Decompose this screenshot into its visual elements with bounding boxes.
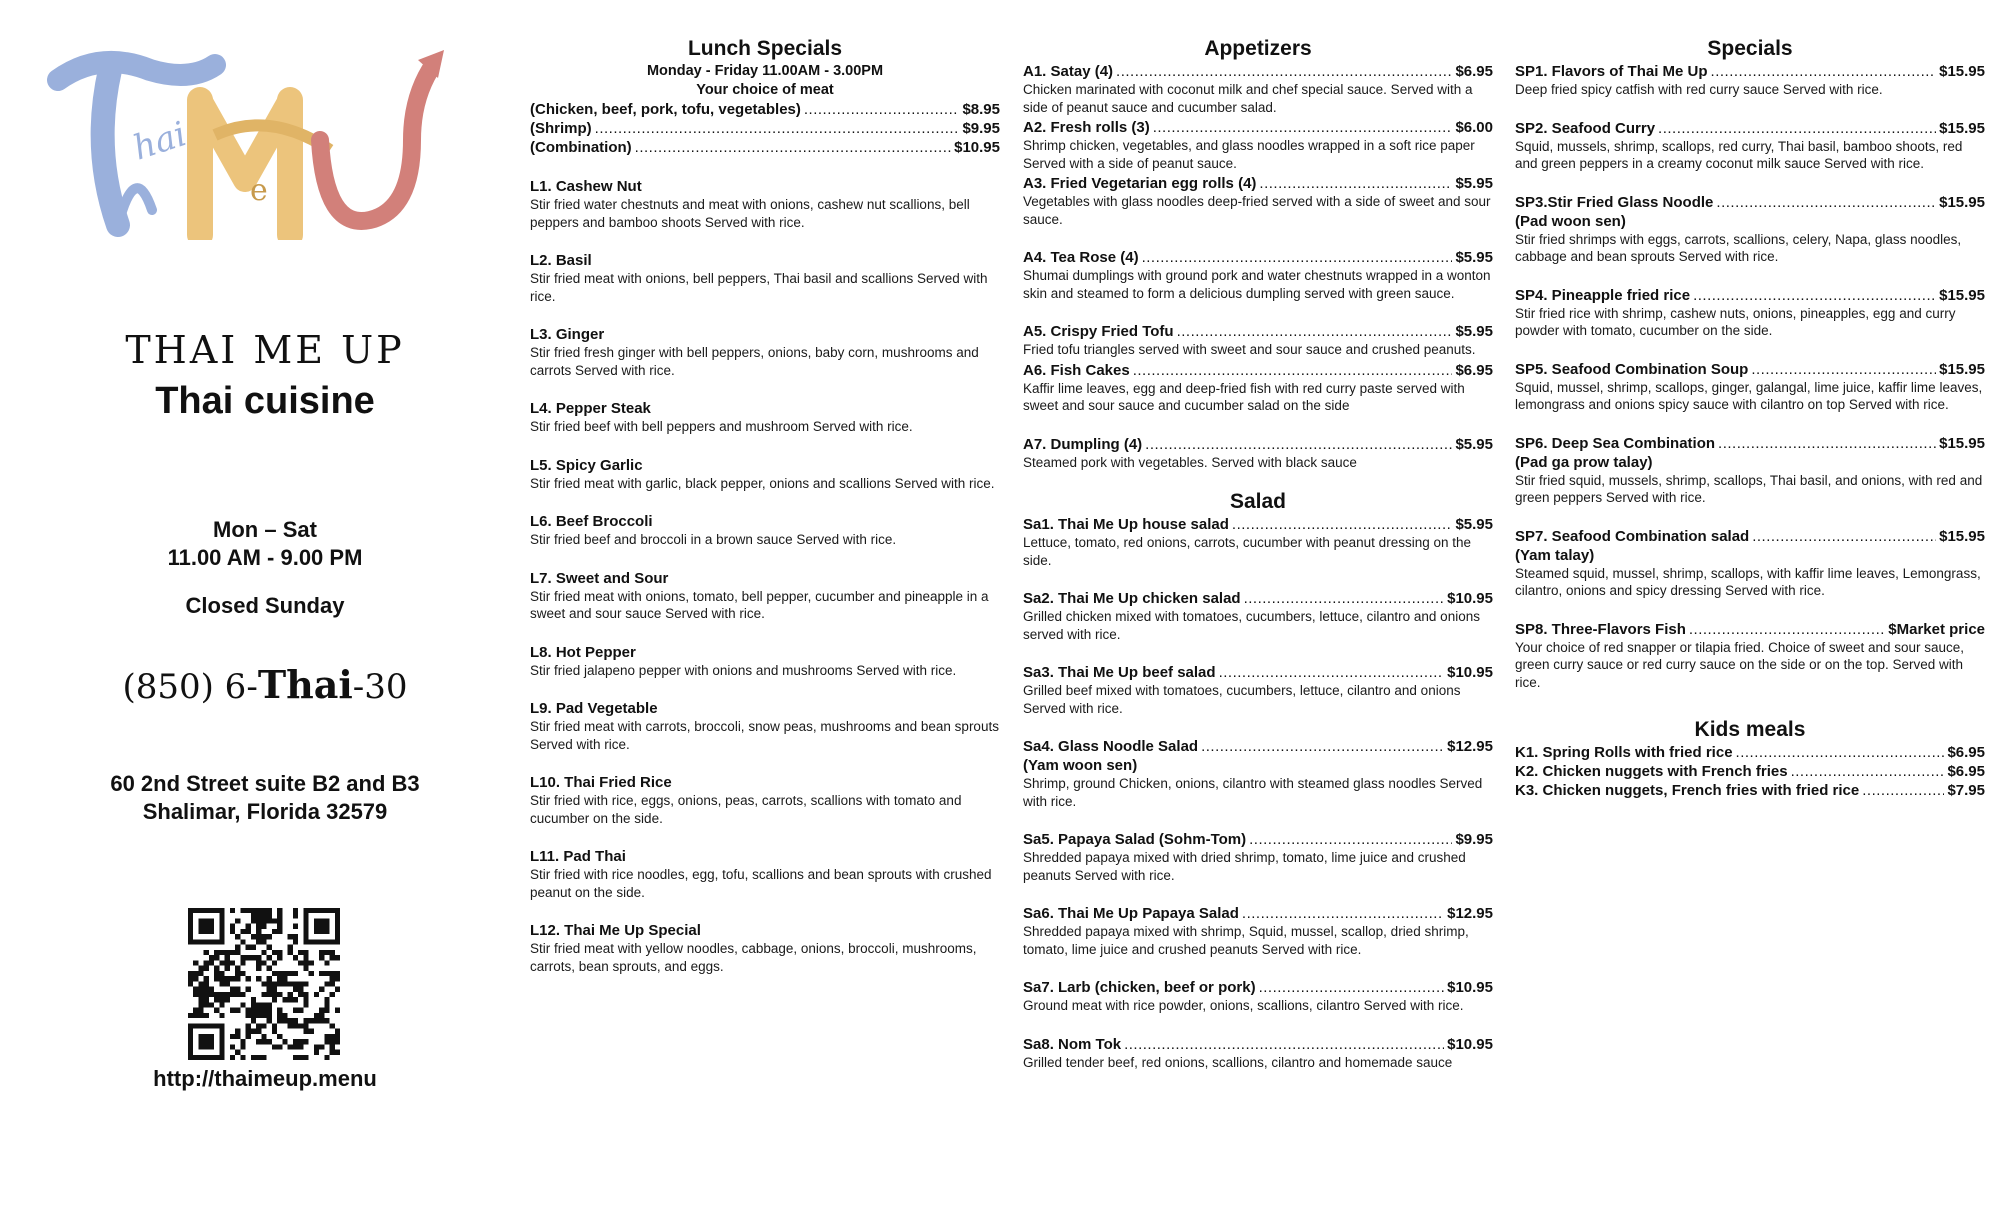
- menu-item-price: $15.95: [1939, 434, 1985, 452]
- menu-item-price: $6.00: [1455, 119, 1493, 136]
- phone-number[interactable]: [0, 662, 530, 707]
- menu-item: [1023, 174, 1493, 193]
- menu-item: [1515, 360, 1985, 379]
- menu-item: [1023, 1035, 1493, 1072]
- qr-code-icon[interactable]: [188, 908, 340, 1060]
- menu-item: [1023, 248, 1493, 267]
- menu-item-leader: [1249, 830, 1452, 849]
- menu-item-desc: Stir fried beef and broccoli in a brown sauce Served with rice.: [530, 532, 897, 547]
- lunch-price-leader: [595, 119, 960, 138]
- menu-item-name: L9. Pad Vegetable: [530, 700, 658, 717]
- menu-item: [530, 251, 1000, 305]
- menu-item-leader: [1244, 589, 1445, 608]
- menu-item-label: Sa3. Thai Me Up beef salad: [1023, 664, 1216, 681]
- menu-item-label: SP4. Pineapple fried rice: [1515, 286, 1691, 304]
- menu-item-leader: [1711, 62, 1937, 81]
- menu-item-desc: Stir fried meat with yellow noodles, cabbage, onions, broccoli, mushrooms, carrots, bean sprouts, and eggs.: [530, 941, 977, 974]
- menu-item-price: $5.95: [1455, 249, 1493, 266]
- menu-item-label: SP5. Seafood Combination Soup: [1515, 360, 1749, 378]
- restaurant-name: THAI ME UP: [125, 328, 405, 372]
- menu-item-name: L11. Pad Thai: [530, 848, 626, 865]
- menu-item-desc: Stir fried squid, mussels, shrimp, scallops, Thai basil, and onions, with red and green peppers Served with rice.: [1515, 472, 1983, 505]
- menu-item: [1515, 286, 1985, 340]
- menu-item-label: Sa6. Thai Me Up Papaya Salad: [1023, 905, 1239, 922]
- menu-item-desc: Stir fried meat with garlic, black pepper, onions and scallions Served with rice.: [530, 475, 995, 491]
- menu-item-price: $15.95: [1939, 286, 1985, 304]
- menu-item-leader: [1145, 435, 1452, 454]
- menu-item: [1515, 286, 1985, 305]
- menu-item-name: L5. Spicy Garlic: [530, 456, 643, 474]
- menu-item-label: A2. Fresh rolls (3): [1023, 119, 1150, 136]
- menu-item: [1023, 118, 1493, 172]
- menu-item-label: SP2. Seafood Curry: [1515, 119, 1656, 137]
- menu-item-desc: Squid, mussels, shrimp, scallops, red curry, Thai basil, bamboo shoots, red and green peppers in a creamy coconut milk sauce Served with rice.: [1515, 138, 1963, 171]
- menu-item-price: $12.95: [1447, 738, 1493, 755]
- menu-item-desc: Stir fried meat with onions, bell peppers, Thai basil and scallions Served with rice.: [530, 271, 988, 304]
- menu-item: [530, 456, 1000, 493]
- menu-item-leader: [1219, 663, 1445, 682]
- menu-item-desc: Ground meat with rice powder, onions, scallions, cilantro Served with rice.: [1023, 998, 1464, 1013]
- menu-item-leader: [1242, 904, 1444, 923]
- kids-item-price: $6.95: [1947, 763, 1985, 780]
- menu-item-leader: [1153, 118, 1453, 137]
- menu-item-desc: Stir fried water chestnuts and meat with onions, cashew nut scallions, bell peppers and bamboo shoots Served with rice.: [530, 197, 970, 230]
- menu-item-name: L10. Thai Fried Rice: [530, 774, 672, 791]
- svg-text:hai: hai: [128, 114, 192, 169]
- menu-item: [1515, 360, 1985, 414]
- kids-item-label: K1. Spring Rolls with fried rice: [1515, 744, 1733, 761]
- menu-item-leader: [1177, 322, 1453, 341]
- menu-item-label: Sa4. Glass Noodle Salad: [1023, 738, 1199, 755]
- closed-day: Closed Sunday: [185, 593, 345, 618]
- lunch-item-list: [530, 177, 1000, 975]
- menu-item: [1023, 978, 1493, 997]
- menu-item-desc: Steamed pork with vegetables. Served with black sauce: [1023, 454, 1357, 470]
- menu-item-label: Sa7. Larb (chicken, beef or pork): [1023, 979, 1256, 996]
- menu-item: [1515, 62, 1985, 81]
- menu-item-desc: Shredded papaya mixed with shrimp, Squid, mussel, scallop, dried shrimp, tomato, lime juice and crushed peanuts Served with rice.: [1023, 924, 1469, 957]
- menu-item-name: L8. Hot Pepper: [530, 643, 636, 661]
- menu-item-price: $5.95: [1455, 323, 1493, 340]
- menu-item-price: $5.95: [1455, 175, 1493, 192]
- menu-item-subtitle: (Yam talay): [1515, 546, 1595, 564]
- menu-item-price: $15.95: [1939, 527, 1985, 545]
- menu-item: [1023, 904, 1493, 958]
- menu-item-label: SP3.Stir Fried Glass Noodle: [1515, 193, 1714, 211]
- kids-item: [1515, 743, 1985, 762]
- menu-item-label: A4. Tea Rose (4): [1023, 249, 1139, 266]
- menu-item-subtitle: (Pad ga prow talay): [1515, 453, 1653, 471]
- menu-item-label: SP7. Seafood Combination salad: [1515, 527, 1750, 545]
- kids-item-leader: [1862, 781, 1944, 800]
- menu-item-name: L6. Beef Broccoli: [530, 513, 653, 530]
- kids-item-label: K2. Chicken nuggets with French fries: [1515, 763, 1788, 780]
- kids-item: [1515, 762, 1985, 781]
- menu-item-price: $10.95: [1447, 979, 1493, 996]
- menu-item-desc: Stir fried fresh ginger with bell peppers, onions, baby corn, mushrooms and carrots Served with rice.: [530, 345, 979, 378]
- kids-item-leader: [1736, 743, 1945, 762]
- menu-item-price: $15.95: [1939, 119, 1985, 137]
- menu-item-desc: Shredded papaya mixed with dried shrimp, tomato, lime juice and crushed peanuts Served with rice.: [1023, 850, 1466, 883]
- menu-item: [1515, 119, 1985, 173]
- menu-item: [1023, 904, 1493, 923]
- menu-item: [1023, 1035, 1493, 1054]
- menu-item-price: $10.95: [1447, 664, 1493, 681]
- menu-item-leader: [1116, 62, 1452, 81]
- menu-item-desc: Lettuce, tomato, red onions, carrots, cucumber with peanut dressing on the side.: [1023, 535, 1471, 568]
- menu-item-leader: [1751, 360, 1936, 379]
- menu-item: [1515, 119, 1985, 138]
- phone-prefix: (850) 6-: [122, 667, 258, 707]
- lunch-price-label: (Shrimp): [530, 120, 592, 137]
- menu-item-desc: Fried tofu triangles served with sweet and sour sauce and crushed peanuts.: [1023, 342, 1476, 357]
- menu-item: [530, 512, 1000, 549]
- menu-item: [1023, 978, 1493, 1015]
- menu-item-desc: Steamed squid, mussel, shrimp, scallops, with kaffir lime leaves, Lemongrass, cilantro, onions and spicy dressing Served with rice.: [1515, 565, 1981, 598]
- menu-item: [1023, 248, 1493, 302]
- menu-item-price: $12.95: [1447, 905, 1493, 922]
- menu-item: [530, 177, 1000, 231]
- menu-item: [1515, 193, 1985, 212]
- menu-item-leader: [1133, 361, 1453, 380]
- menu-item: [1023, 361, 1493, 415]
- menu-item-desc: Stir fried rice with shrimp, cashew nuts, onions, pineapples, egg and curry powder with tomato, cucumber on the side.: [1515, 305, 1956, 338]
- menu-item-name: L4. Pepper Steak: [530, 400, 651, 417]
- menu-item-desc: Stir fried with rice, eggs, onions, peas, carrots, scallions with tomato and cucumber on the side.: [530, 793, 962, 826]
- menu-item-desc: Grilled chicken mixed with tomatoes, cucumbers, lettuce, cilantro and onions served with rice.: [1023, 609, 1480, 642]
- menu-item: [1515, 434, 1985, 507]
- menu-item-leader: [1689, 620, 1885, 639]
- kids-item-price: $7.95: [1947, 782, 1985, 799]
- menu-item-price: $6.95: [1455, 63, 1493, 80]
- svg-text:e: e: [250, 173, 268, 208]
- lunch-price-label: (Chicken, beef, pork, tofu, vegetables): [530, 101, 801, 118]
- kids-item-price: $6.95: [1947, 744, 1985, 761]
- menu-item: [1023, 515, 1493, 569]
- lunch-price-leader: [635, 138, 951, 157]
- menu-item-price: $5.95: [1455, 516, 1493, 533]
- menu-item-desc: Grilled beef mixed with tomatoes, cucumbers, lettuce, cilantro and onions Served with rice.: [1023, 683, 1461, 716]
- menu-item-leader: [1693, 286, 1936, 305]
- menu-item-label: Sa1. Thai Me Up house salad: [1023, 516, 1229, 533]
- menu-item: [1023, 322, 1493, 359]
- menu-item: [1023, 435, 1493, 472]
- salad-title: Salad: [1229, 490, 1287, 513]
- menu-item: [1023, 830, 1493, 849]
- menu-item: [1515, 62, 1985, 99]
- menu-item-price: $5.95: [1455, 435, 1493, 453]
- menu-item: [1515, 527, 1985, 546]
- menu-item: [1515, 193, 1985, 266]
- menu-item-label: SP1. Flavors of Thai Me Up: [1515, 63, 1708, 80]
- menu-item-desc: Your choice of red snapper or tilapia fried. Choice of sweet and sour sauce, green curry sauce or red curry sauce on the side or on the top. Served with rice.: [1515, 639, 1965, 690]
- website-link[interactable]: http://thaimeup.menu: [153, 1066, 377, 1091]
- open-hours: 11.00 AM - 9.00 PM: [167, 545, 363, 570]
- menu-item-leader: [1658, 119, 1936, 138]
- menu-item: [530, 643, 1000, 680]
- menu-item-label: A6. Fish Cakes: [1023, 361, 1130, 379]
- menu-item-price: $Market price: [1888, 620, 1985, 638]
- menu-item-leader: [1259, 978, 1445, 997]
- menu-item: [530, 773, 1000, 827]
- menu-item-desc: Stir fried beef with bell peppers and mushroom Served with rice.: [530, 419, 913, 434]
- appetizers-salad-column: [1023, 0, 1493, 1071]
- menu-item: [1023, 737, 1493, 756]
- menu-item-name: L1. Cashew Nut: [530, 178, 642, 195]
- menu-item: [530, 699, 1000, 753]
- salad-list: [1023, 515, 1493, 1071]
- menu-item-name: L3. Ginger: [530, 326, 605, 343]
- appetizers-title: Appetizers: [1204, 37, 1312, 60]
- address-city: Shalimar, Florida 32579: [142, 799, 388, 824]
- menu-item-desc: Stir fried meat with carrots, broccoli, snow peas, mushrooms and bean sprouts Served with rice.: [530, 719, 999, 752]
- brand-column: [0, 0, 530, 1214]
- menu-item-leader: [1716, 193, 1936, 212]
- menu-item-desc: Stir fried with rice noodles, egg, tofu, scallions and bean sprouts with crushed peanut on the side.: [530, 867, 992, 900]
- menu-item-price: $15.95: [1939, 63, 1985, 80]
- menu-item: [1023, 589, 1493, 608]
- menu-item: [530, 921, 1000, 975]
- open-days: Mon – Sat: [213, 517, 317, 542]
- menu-item-desc: Stir fried shrimps with eggs, carrots, scallions, celery, Napa, glass noodles, cabbage and bean sprouts Served with rice.: [1515, 231, 1962, 264]
- menu-item-desc: Shrimp, ground Chicken, onions, cilantro with steamed glass noodles Served with rice.: [1023, 776, 1483, 809]
- menu-item-label: SP8. Three-Flavors Fish: [1515, 620, 1686, 638]
- menu-item-price: $15.95: [1939, 360, 1985, 378]
- lunch-specials-title: Lunch Specials: [687, 37, 843, 60]
- menu-item: [1023, 435, 1493, 454]
- cuisine-type: Thai cuisine: [155, 380, 375, 422]
- menu-item-desc: Grilled tender beef, red onions, scallions, cilantro and homemade sauce: [1023, 1054, 1453, 1070]
- kids-list: [1515, 743, 1985, 800]
- menu-item-leader: [1232, 515, 1453, 534]
- lunch-price-value: $8.95: [962, 101, 1000, 118]
- menu-item-price: $6.95: [1455, 361, 1493, 379]
- lunch-price-leader: [804, 100, 960, 119]
- menu-item: [1023, 515, 1493, 534]
- menu-item-subtitle: (Yam woon sen): [1023, 757, 1138, 774]
- menu-item-leader: [1201, 737, 1444, 756]
- menu-item: [1023, 663, 1493, 717]
- menu-item-label: Sa5. Papaya Salad (Sohm-Tom): [1023, 831, 1247, 848]
- menu-item-desc: Deep fried spicy catfish with red curry sauce Served with rice.: [1515, 82, 1883, 97]
- kids-item: [1515, 781, 1985, 800]
- menu-item-desc: Kaffir lime leaves, egg and deep-fried fish with red curry paste served with sweet and sour sauce and cucumber salad on the side: [1023, 380, 1465, 413]
- menu-item-label: SP6. Deep Sea Combination: [1515, 434, 1716, 452]
- menu-item-leader: [1124, 1035, 1444, 1054]
- menu-item-desc: Vegetables with glass noodles deep-fried served with a side of sweet and sour sauce.: [1023, 194, 1491, 227]
- menu-item-label: A5. Crispy Fried Tofu: [1023, 323, 1174, 340]
- menu-item-label: A1. Satay (4): [1023, 63, 1114, 80]
- menu-item-name: L12. Thai Me Up Special: [530, 922, 701, 939]
- menu-item: [530, 399, 1000, 436]
- menu-item: [1023, 830, 1493, 884]
- lunch-price-list: [530, 100, 1000, 157]
- menu-item: [1023, 174, 1493, 228]
- specials-kids-column: [1515, 0, 1985, 800]
- specials-list: [1515, 62, 1985, 691]
- address-street: 60 2nd Street suite B2 and B3: [110, 771, 420, 796]
- lunch-specials-column: [530, 0, 1000, 975]
- menu-item: [1023, 737, 1493, 810]
- menu-item-price: $10.95: [1447, 590, 1493, 607]
- menu-item-desc: Shumai dumplings with ground pork and water chestnuts wrapped in a wonton skin and steamed to form a delicious dumpling served with green sauce.: [1023, 268, 1491, 301]
- thai-me-up-logo: [40, 40, 460, 240]
- kids-item-leader: [1791, 762, 1945, 781]
- lunch-price-line: [530, 100, 1000, 119]
- menu-item: [1515, 527, 1985, 600]
- menu-item-leader: [1259, 174, 1452, 193]
- lunch-meat-choice: Your choice of meat: [696, 82, 834, 98]
- menu-item-label: Sa2. Thai Me Up chicken salad: [1023, 590, 1241, 607]
- menu-item-desc: Shrimp chicken, vegetables, and glass noodles wrapped in a soft rice paper Served with a side of peanut sauce.: [1023, 138, 1475, 171]
- menu-item: [1515, 620, 1985, 692]
- menu-item: [1023, 361, 1493, 380]
- lunch-price-value: $9.95: [962, 120, 1000, 137]
- kids-item-label: K3. Chicken nuggets, French fries with fried rice: [1515, 782, 1860, 799]
- menu-item-name: L2. Basil: [530, 252, 592, 269]
- specials-title: Specials: [1707, 37, 1793, 60]
- menu-item: [1023, 62, 1493, 81]
- menu-item-label: A3. Fried Vegetarian egg rolls (4): [1023, 175, 1257, 192]
- menu-item-desc: Chicken marinated with coconut milk and chef special sauce. Served with a side of peanut sauce and cucumber salad.: [1023, 82, 1473, 115]
- appetizer-list: [1023, 62, 1493, 471]
- menu-item: [530, 569, 1000, 623]
- menu-item-leader: [1718, 434, 1936, 453]
- menu-item-label: Sa8. Nom Tok: [1023, 1035, 1122, 1053]
- menu-item: [1023, 62, 1493, 116]
- lunch-price-line: [530, 138, 1000, 157]
- menu-item-name: L7. Sweet and Sour: [530, 569, 669, 587]
- phone-word: Thai: [257, 662, 353, 707]
- menu-item-desc: Stir fried meat with onions, tomato, bell pepper, cucumber and pineapple in a sweet and sour sauce Served with rice.: [530, 588, 989, 621]
- menu-item: [530, 847, 1000, 901]
- lunch-schedule: Monday - Friday 11.00AM - 3.00PM: [646, 63, 884, 79]
- menu-item: [1515, 620, 1985, 639]
- lunch-price-label: (Combination): [530, 139, 632, 156]
- phone-suffix: -30: [352, 667, 408, 707]
- menu-item-price: $10.95: [1447, 1035, 1493, 1053]
- menu-item-price: $15.95: [1939, 193, 1985, 211]
- menu-item-price: $9.95: [1455, 831, 1493, 848]
- menu-item-subtitle: (Pad woon sen): [1515, 212, 1626, 230]
- menu-item: [1023, 118, 1493, 137]
- menu-item: [530, 325, 1000, 379]
- menu-item-label: A7. Dumpling (4): [1023, 435, 1143, 453]
- menu-item: [1023, 322, 1493, 341]
- menu-item: [1023, 663, 1493, 682]
- menu-item-desc: Stir fried jalapeno pepper with onions and mushrooms Served with rice.: [530, 662, 957, 678]
- menu-item-leader: [1142, 248, 1453, 267]
- lunch-price-line: [530, 119, 1000, 138]
- menu-item: [1023, 589, 1493, 643]
- menu-item-leader: [1752, 527, 1936, 546]
- menu-item-desc: Squid, mussel, shrimp, scallops, ginger, galangal, lime juice, kaffir lime leaves, lemongrass and onions spicy sauce with cilantro on top Served with rice.: [1515, 379, 1983, 412]
- menu-item: [1515, 434, 1985, 453]
- kids-title: Kids meals: [1694, 718, 1806, 741]
- lunch-price-value: $10.95: [954, 139, 1000, 156]
